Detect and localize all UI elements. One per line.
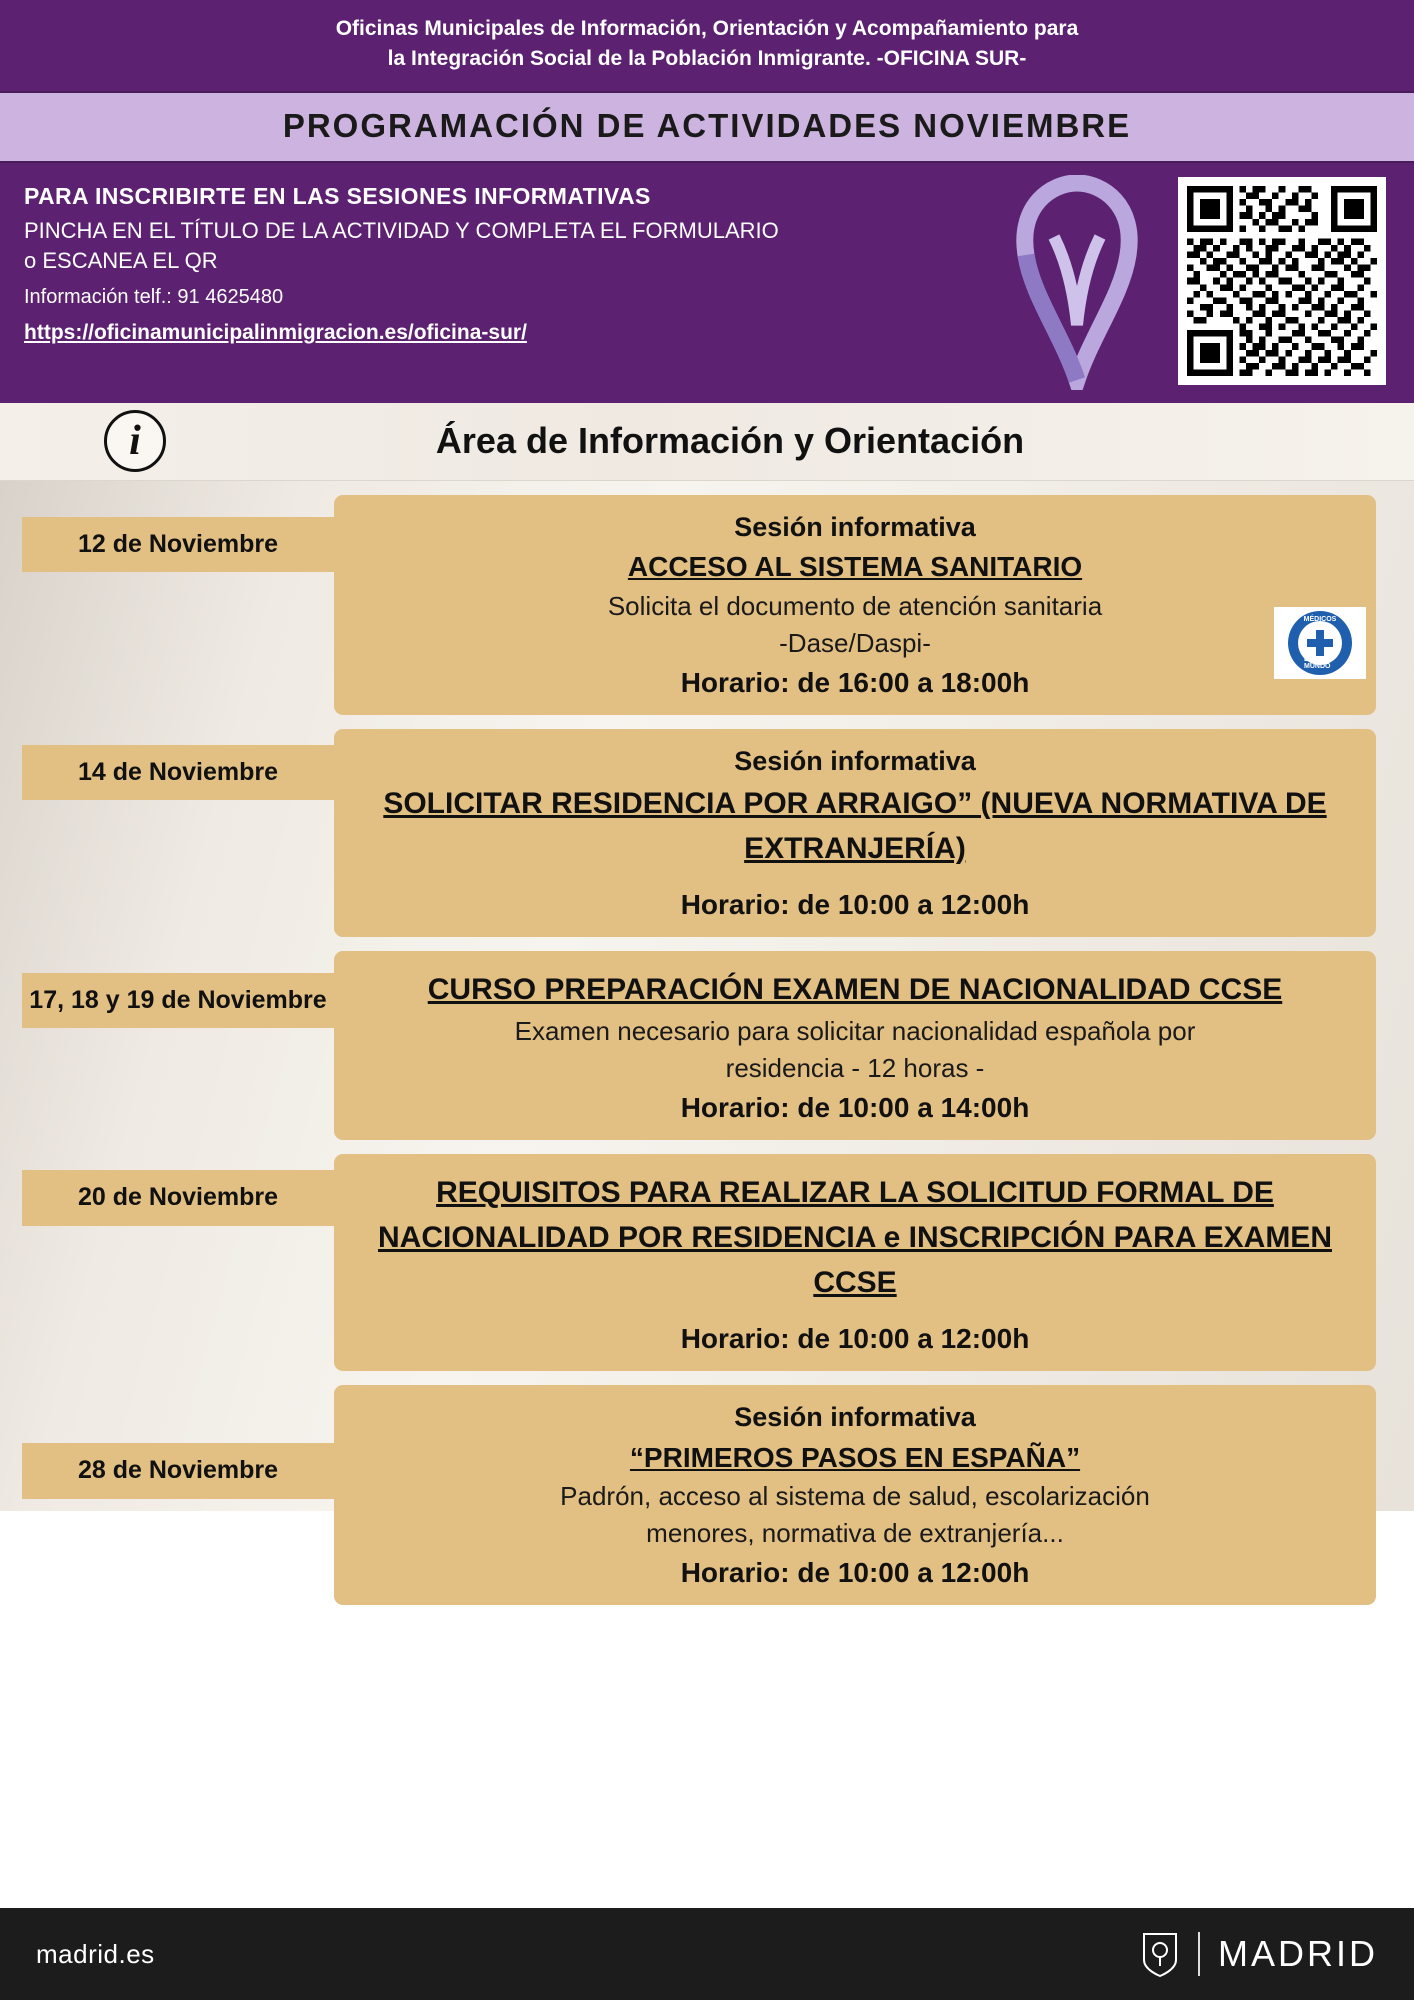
activity-card[interactable] (334, 495, 1376, 715)
medicos-del-mundo-logo (1274, 607, 1366, 679)
section-title: Área de Información y Orientación (435, 420, 1025, 462)
activity-title-link[interactable]: CURSO PREPARACIÓN EXAMEN DE NACIONALIDAD CCSE (427, 973, 1283, 1007)
phone-line: Información telf.: 91 4625480 (24, 285, 284, 308)
activity-card[interactable] (334, 1385, 1376, 1605)
activity-desc-line2: -Dase/Daspi- (779, 627, 931, 658)
activity-desc-line1: Solicita el documento de atención sanitaria (607, 590, 1103, 621)
activity-time: Horario: de 10:00 a 12:00h (680, 1557, 1030, 1589)
logo-text-bottom: DEL MUNDO (1304, 655, 1331, 670)
footer-brand (1140, 1930, 1378, 1978)
signup-line1: PINCHA EN EL TÍTULO DE LA ACTIVIDAD Y COMPLETA EL FORMULARIO (24, 217, 779, 243)
footer-brand-label: MADRID (1218, 1933, 1378, 1974)
activity-desc-line1: Padrón, acceso al sistema de salud, escolarización (560, 1480, 1150, 1511)
information-icon: i (104, 410, 166, 472)
activity-title-link[interactable]: SOLICITAR RESIDENCIA POR ARRAIGO” (NUEVA NORMATIVA DE EXTRANJERÍA) (383, 787, 1327, 866)
activities-list (0, 481, 1414, 1589)
footer (0, 1908, 1414, 2000)
activity-desc-line2: residencia - 12 horas - (725, 1053, 985, 1084)
qr-code-icon[interactable] (1178, 177, 1386, 385)
office-header-line2: la Integración Social de la Población Inmigrante. -OFICINA SUR- (387, 47, 1027, 71)
activity-title-link[interactable]: “PRIMEROS PASOS EN ESPAÑA” (629, 1441, 1081, 1473)
activity-date: 28 de Noviembre (22, 1443, 334, 1498)
madrid-coat-of-arms-icon (1140, 1930, 1180, 1978)
signup-info-block (0, 163, 1414, 403)
activity-time: Horario: de 10:00 a 12:00h (680, 1323, 1030, 1355)
signup-heading: PARA INSCRIBIRTE EN LAS SESIONES INFORMATIVAS (24, 182, 651, 209)
footer-divider (1198, 1932, 1200, 1976)
activity-card[interactable] (334, 951, 1376, 1140)
activity-desc-line1: Examen necesario para solicitar nacionalidad española por (514, 1016, 1196, 1047)
logo-text-top: MÉDICOS (1303, 615, 1337, 623)
activity-row (22, 729, 1376, 937)
activity-card[interactable] (334, 729, 1376, 937)
activity-subtitle: Sesión informativa (734, 511, 976, 542)
activity-row (22, 1154, 1376, 1371)
activity-card[interactable] (334, 1154, 1376, 1371)
activity-row (22, 1385, 1376, 1605)
activity-time: Horario: de 10:00 a 14:00h (680, 1092, 1030, 1124)
activity-time: Horario: de 10:00 a 12:00h (680, 889, 1030, 921)
office-header (0, 0, 1414, 91)
activity-subtitle: Sesión informativa (734, 1402, 976, 1433)
activity-row (22, 495, 1376, 715)
activity-subtitle: Sesión informativa (734, 745, 976, 776)
activity-time: Horario: de 16:00 a 18:00h (680, 666, 1030, 698)
signup-line2: o ESCANEA EL QR (24, 247, 218, 273)
activity-title-link[interactable]: ACCESO AL SISTEMA SANITARIO (627, 551, 1083, 583)
office-header-line1: Oficinas Municipales de Información, Orientación y Acompañamiento para (335, 17, 1079, 40)
program-title: PROGRAMACIÓN DE ACTIVIDADES NOVIEMBRE (0, 91, 1414, 163)
activity-date: 12 de Noviembre (22, 517, 334, 572)
activity-row (22, 951, 1376, 1140)
footer-site-link[interactable]: madrid.es (36, 1938, 155, 1969)
activity-desc-line2: menores, normativa de extranjería... (646, 1518, 1064, 1549)
activity-title-link[interactable]: REQUISITOS PARA REALIZAR LA SOLICITUD FORMAL DE NACIONALIDAD POR RESIDENCIA e INSCRIPCIÓN PARA EXAMEN CCSE (378, 1176, 1332, 1300)
activity-date: 14 de Noviembre (22, 745, 334, 800)
awareness-ribbon-icon (1002, 175, 1152, 390)
activity-date: 20 de Noviembre (22, 1170, 334, 1225)
office-url-link[interactable]: https://oficinamunicipalinmigracion.es/oficina-sur/ (24, 320, 527, 344)
section-header (0, 403, 1414, 481)
activity-date: 17, 18 y 19 de Noviembre (22, 973, 334, 1028)
